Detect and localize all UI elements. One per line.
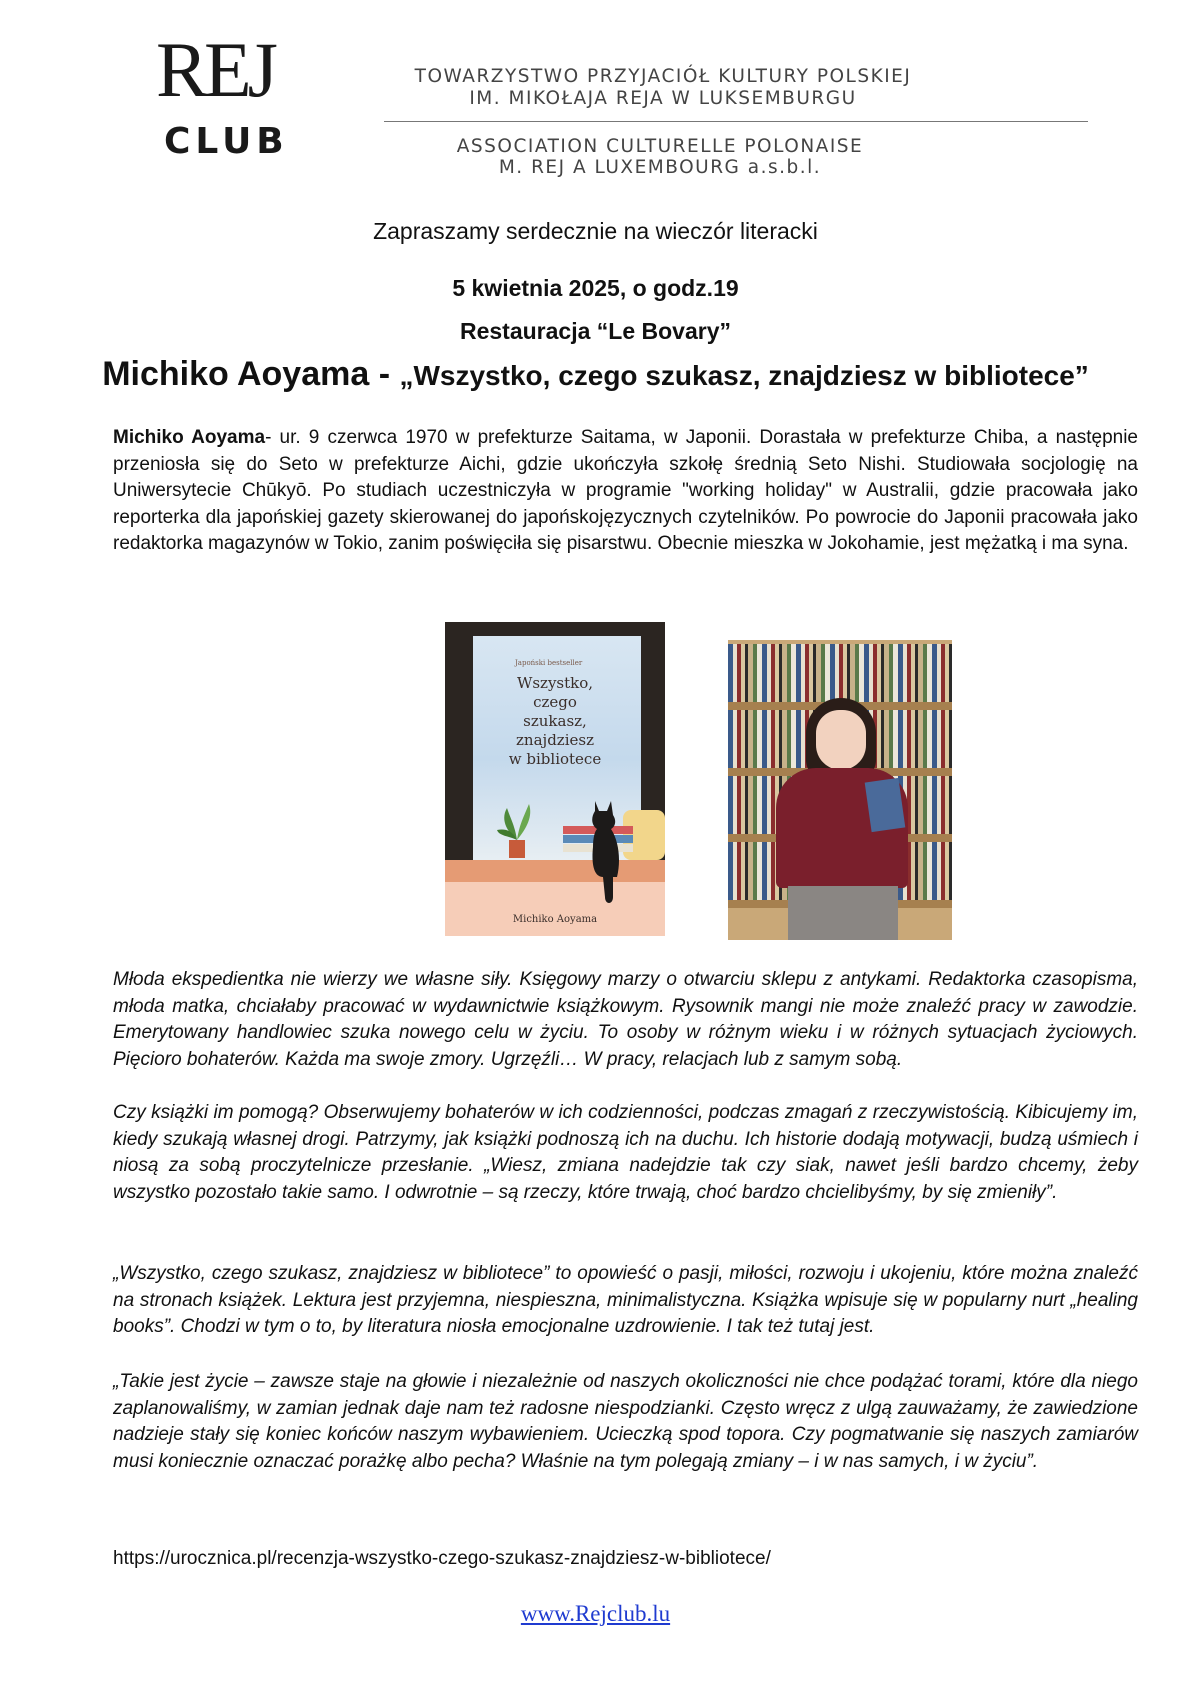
source-url: https://urocznica.pl/recenzja-wszystko-czego-szukasz-znajdziesz-w-bibliotece/	[113, 1548, 771, 1569]
rej-club-logo	[156, 26, 289, 170]
cover-title-line4: znajdziesz	[516, 731, 594, 749]
website-link[interactable]: www.Rejclub.lu	[520, 1601, 671, 1626]
bookshelf-row-1	[728, 644, 952, 702]
cover-author: Michiko Aoyama	[512, 914, 598, 925]
website-footer	[0, 1601, 1191, 1627]
event-title	[0, 355, 1191, 394]
cover-title	[475, 674, 635, 769]
description-paragraph-4: „Takie jest życie – zawsze staje na głowie i niezależnie od naszych okoliczności nie chce podążać torami, które dla niego zaplanowaliśmy, w zamian jednak daje nam też radosne niespodzianki. Często wręcz z ulgą zauważamy, że zawiedzione nadzieje stały się koniec końców naszym wybawieniem. Ucieczką spod topora. Czy pogmatwanie się naszych zamiarów musi koniecznie oznaczać porażkę albo pecha? Właśnie na tym polegają zmiany – i w nas samych, i w życiu”.	[113, 1371, 1138, 1472]
bio-text: - ur. 9 czerwca 1970 w prefekturze Saitama, w Japonii. Dorastała w prefekturze Chiba, a następnie przeniosła się do Seto w prefekturze Aichi, gdzie ukończyła szkołę średnią Seto Nishi. Studiowała socjologię na Uniwersytecie Chūkyō. Po studiach uczestniczyła w programie "working holiday" w Australii, gdzie pracowała jako reporterka dla japońskiej gazety skierowanej do japońskojęzycznych czytelników. Po powrocie do Japonii pracowała jako redaktorka magazynów w Tokio, zanim poświęciła się pisarstwu. Obecnie mieszka w Jokohamie, jest mężatką i ma syna.	[113, 427, 1138, 554]
logo-rej-text: REJ	[156, 26, 275, 113]
book-cover-image	[445, 622, 665, 936]
person-face	[816, 710, 866, 770]
org-pl-line1: TOWARZYSTWO PRZYJACIÓŁ KULTURY POLSKIEJ	[414, 66, 912, 87]
book-title-heading: „Wszystko, czego szukasz, znajdziesz w bibliotece”	[399, 360, 1089, 391]
person-skirt	[788, 886, 898, 940]
org-fr-line2: M. REJ A LUXEMBOURG a.s.b.l.	[498, 157, 822, 178]
org-name-polish	[383, 66, 943, 110]
cover-title-line2: czego	[533, 693, 577, 711]
cover-plant-icon	[497, 800, 537, 860]
org-pl-line2: IM. MIKOŁAJA REJA W LUKSEMBURGU	[469, 88, 857, 109]
cover-window-sill	[445, 860, 665, 882]
author-photo	[728, 640, 952, 940]
held-book	[865, 778, 906, 832]
org-fr-line1: ASSOCIATION CULTURELLE POLONAISE	[456, 136, 864, 157]
cover-bestseller-label: Japoński bestseller	[515, 659, 583, 667]
description-paragraph-1: Młoda ekspedientka nie wierzy we własne siły. Księgowy marzy o otwarciu sklepu z antykami. Redaktorka czasopisma, młoda matka, chciałaby pracować w wydawnictwie książkowym. Rysownik mangi nie może znaleźć pracy w zawodzie. Emerytowany handlowiec szuka nowego celu w życiu. To osoby w różnym wieku i w różnych sytuacjach życiowych. Pięcioro bohaterów. Każda ma swoje zmory. Ugrzęźli… W pracy, relacjach lub z samym sobą.	[113, 969, 1138, 1070]
cover-title-line3: szukasz,	[523, 712, 587, 730]
event-date: 5 kwietnia 2025, o godz.19	[452, 275, 739, 301]
event-venue: Restauracja “Le Bovary”	[459, 318, 731, 344]
cover-window-frame-top	[445, 622, 665, 636]
author-name-heading: Michiko Aoyama -	[102, 355, 400, 393]
logo-club-text: CLUB	[164, 121, 289, 162]
cover-cat-icon	[583, 797, 623, 907]
author-bio	[113, 425, 1138, 558]
cover-window-frame-left	[445, 622, 473, 872]
bio-author-name: Michiko Aoyama	[113, 427, 266, 448]
cover-title-line5: w bibliotece	[508, 750, 602, 768]
description-paragraph-2: Czy książki im pomogą? Obserwujemy bohaterów w ich codzienności, podczas zmagań z rzeczywistością. Kibicujemy im, kiedy szukają własnej drogi. Patrzymy, jak książki podnoszą ich na duchu. Ich historie dodają motywacji, budzą uśmiech i niosą za sobą proczytelnicze przesłanie. „Wiesz, zmiana nadejdzie tak czy siak, nawet jeśli bardzo chcemy, żeby wszystko pozostało takie samo. I odwrotnie – są rzeczy, które trwają, choć bardzo chcielibyśmy, by się zmieniły”.	[113, 1102, 1138, 1203]
header-divider	[384, 121, 1088, 122]
invitation-line: Zapraszamy serdecznie na wieczór literacki	[373, 218, 818, 244]
cover-bottom-band	[445, 882, 665, 936]
description-paragraph-3: „Wszystko, czego szukasz, znajdziesz w bibliotece” to opowieść o pasji, miłości, rozwoju i ukojeniu, które można znaleźć na stronach książek. Lektura jest przyjemna, niespieszna, minimalistyczna. Książka wpisuje się w popularny nurt „healing books”. Chodzi w tym o to, by literatura niosła emocjonalne uzdrowienie. I tak też tutaj jest.	[113, 1263, 1138, 1337]
org-name-french	[410, 136, 910, 178]
cover-title-line1: Wszystko,	[516, 674, 594, 692]
